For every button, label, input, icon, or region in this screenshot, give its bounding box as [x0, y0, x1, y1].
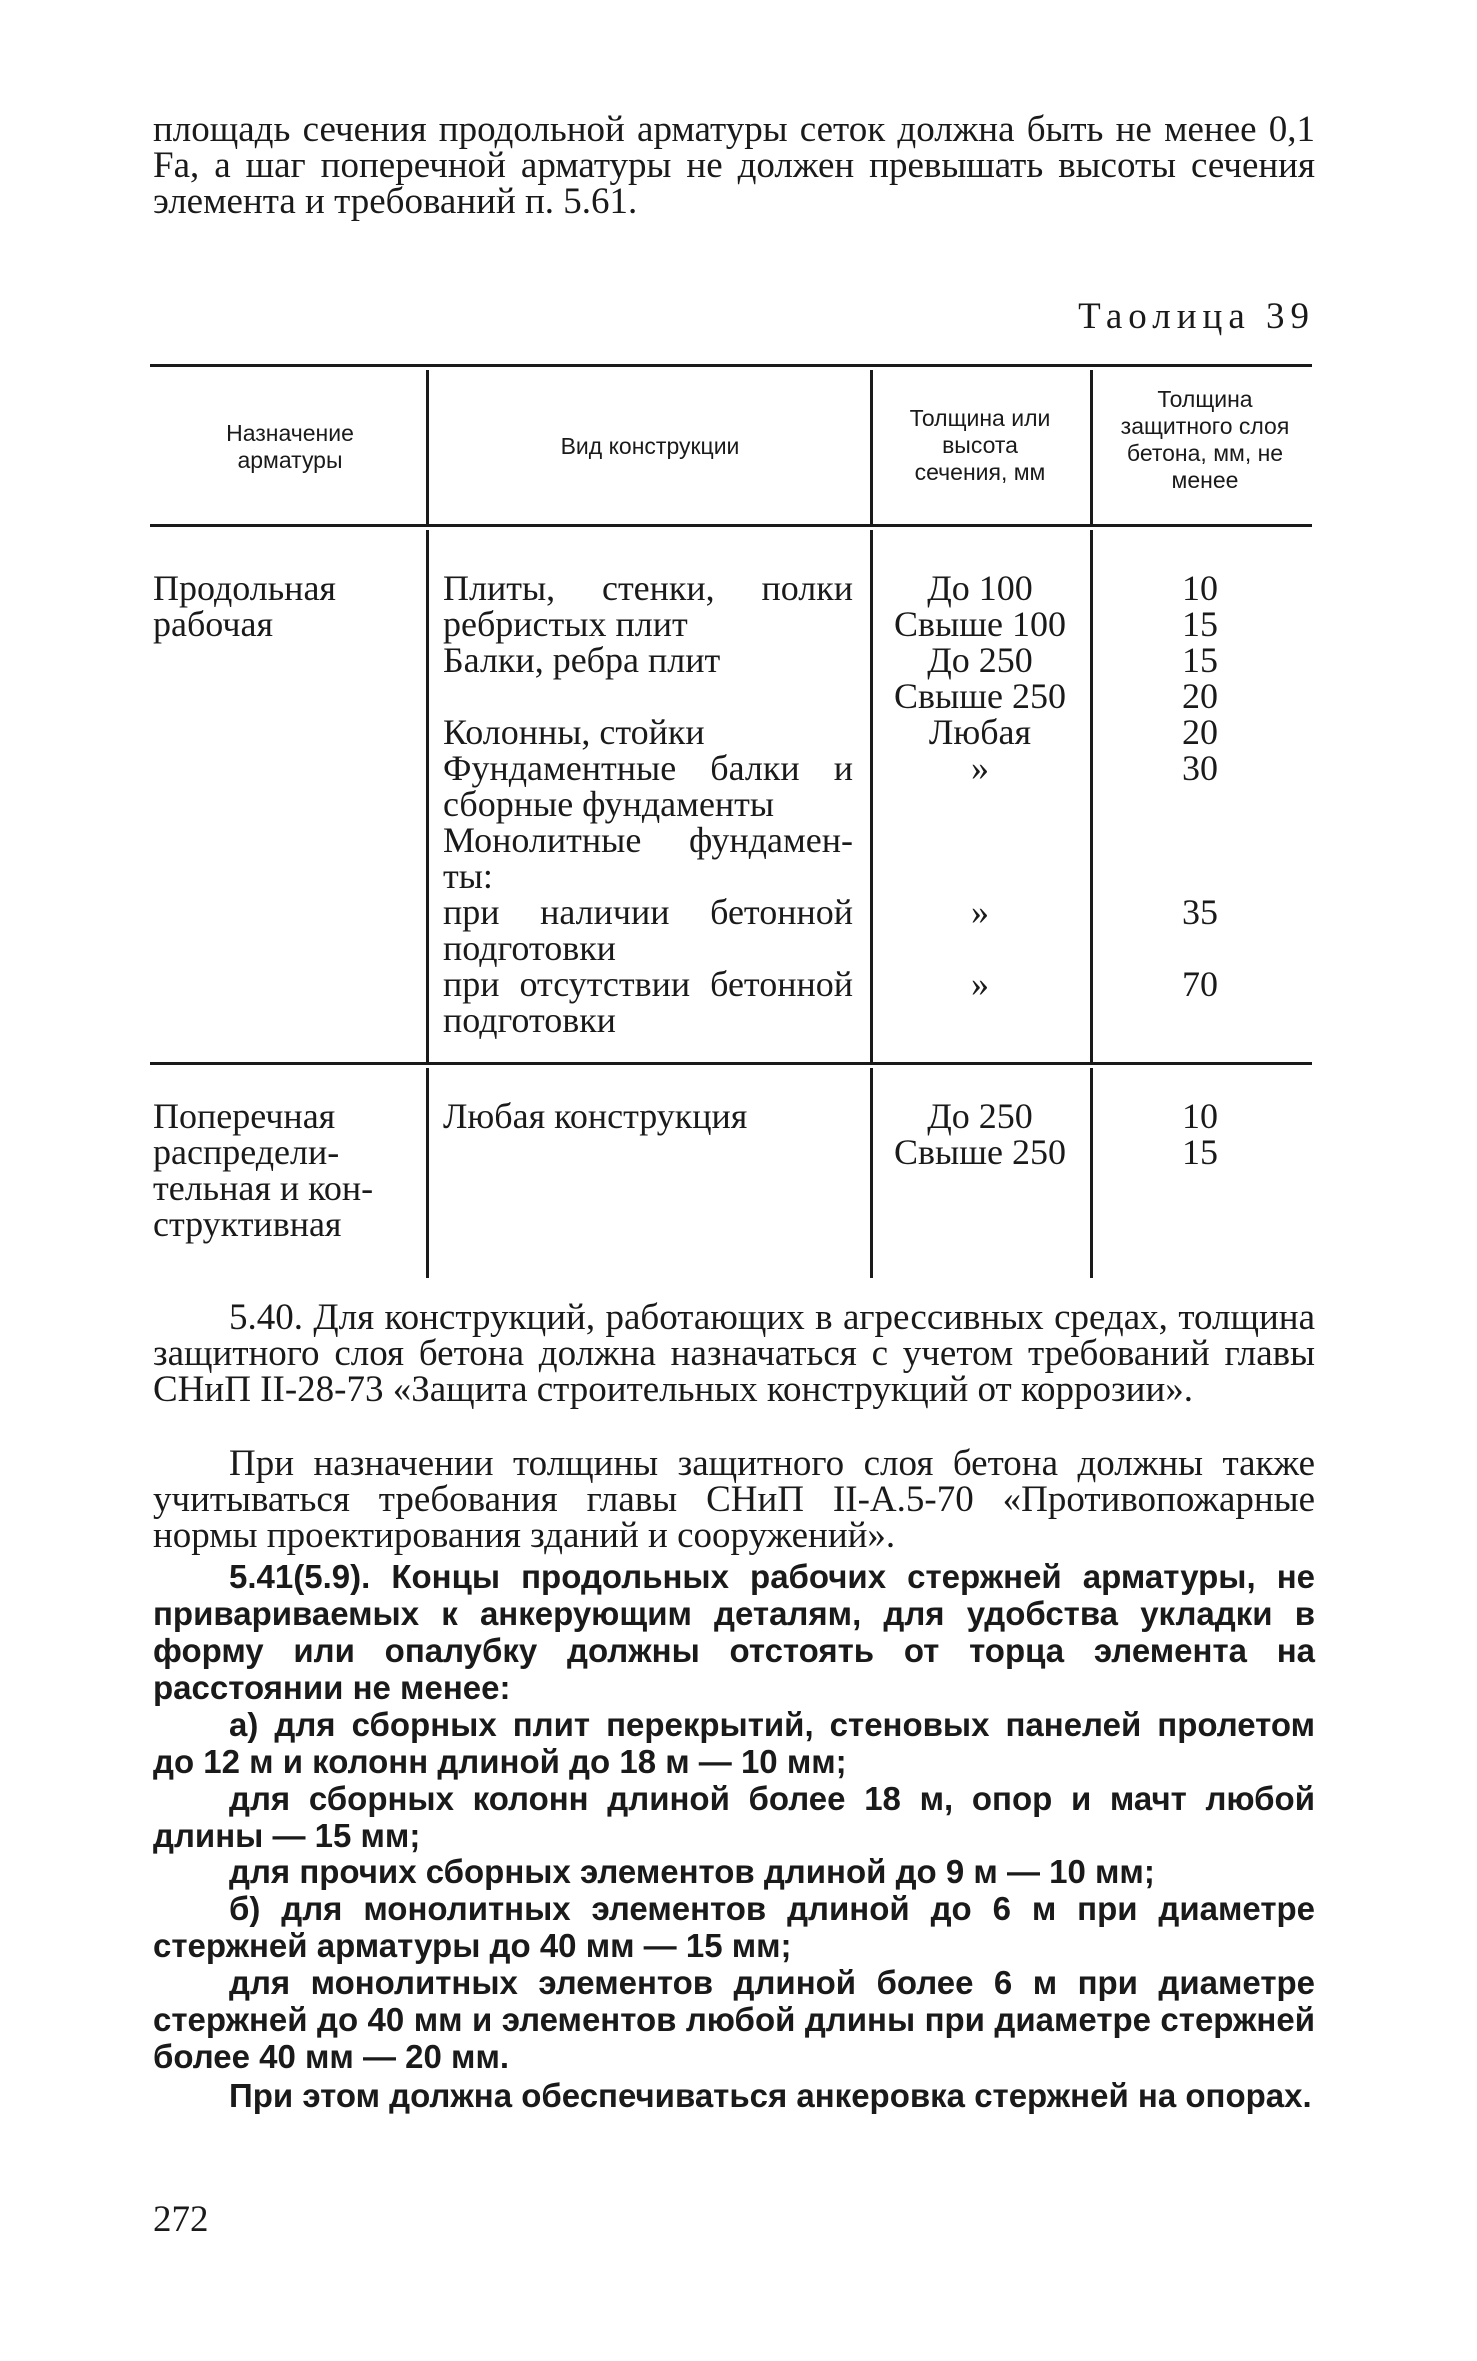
row2-purpose-line: тельная и кон- — [153, 1168, 374, 1208]
table-col-divider-1 — [426, 370, 429, 525]
cover-value: 15 — [1182, 640, 1218, 680]
construction-line: Любая конструкция — [443, 1096, 748, 1136]
item-a-other: для прочих сборных элементов длиной до 9 м — 10 мм; — [229, 1853, 1155, 1890]
construction-line: ребристых плит — [443, 604, 688, 644]
thickness-value: Свыше 250 — [894, 676, 1066, 716]
cover-value: 20 — [1182, 712, 1218, 752]
table-col-divider-2 — [870, 370, 873, 525]
construction-line: подготовки — [443, 928, 616, 968]
paragraph-fire-norms: При назначении толщины защитного слоя бетона должны также учитываться требования главы СНиП II-А.5-70 «Противопожарные нормы проектирования зданий и сооружений». — [153, 1443, 1315, 1556]
closing-paragraph: При этом должна обеспечиваться анкеровка стержней на опорах. — [229, 2077, 1312, 2114]
thickness-value — [880, 858, 1080, 894]
row1-purpose-line: Продольная — [153, 568, 336, 608]
table-col-divider-1b — [426, 530, 429, 1063]
thickness-value — [880, 822, 1080, 858]
construction-line: при наличии бетонной — [443, 892, 853, 932]
item-a-columns: для сборных колонн длиной более 18 м, опор и мачт любой длины — 15 мм; — [153, 1780, 1315, 1854]
table-col-divider-2c — [870, 1068, 873, 1278]
table-col-divider-3 — [1090, 370, 1093, 525]
row2-purpose-line: распредели- — [153, 1132, 340, 1172]
construction-line: сборные фундаменты — [443, 784, 775, 824]
page-number: 272 — [153, 2199, 209, 2240]
construction-line: ты: — [443, 856, 493, 896]
section-5-40: 5.40. Для конструкций, работающих в агрессивных средах, толщина защитного слоя бетона должна назначаться с учетом требований главы СНиП II-28-73 «Защита строительных конструкций от коррозии». — [153, 1297, 1315, 1410]
thickness-value: » — [971, 748, 989, 788]
row1-thickness — [880, 570, 1080, 1038]
table-row-rule — [150, 1062, 1312, 1065]
section-5-41: 5.41(5.9). Концы продольных рабочих стержней арматуры, не привариваемых к анкерующим деталям, для удобства укладки в форму или опалубку должны отстоять от торца элемента на расстоянии не менее: — [153, 1558, 1315, 1706]
row2-construction — [443, 1098, 853, 1134]
cover-value: 35 — [1182, 892, 1218, 932]
cover-value — [1100, 1002, 1300, 1038]
thickness-value: До 250 — [927, 1096, 1033, 1136]
thickness-value: Свыше 250 — [894, 1132, 1066, 1172]
item-b: б) для монолитных элементов длиной до 6 м при диаметре стержней арматуры до 40 мм — 15 мм; — [153, 1890, 1315, 1964]
row1-cover — [1100, 570, 1300, 1038]
table-header-thickness: Толщина или высота сечения, мм — [909, 405, 1051, 485]
thickness-value: » — [971, 892, 989, 932]
row2-thickness — [880, 1098, 1080, 1170]
row2-purpose-line: структивная — [153, 1204, 342, 1244]
cover-value: 30 — [1182, 748, 1218, 788]
construction-line: Фундаментные балки и — [443, 748, 853, 788]
row2-purpose — [153, 1098, 423, 1242]
table-col-divider-2b — [870, 530, 873, 1063]
row1-purpose — [153, 570, 413, 642]
row1-construction — [443, 570, 853, 1038]
table-header-construction: Вид конструкции — [560, 433, 740, 459]
thickness-value: Свыше 100 — [894, 604, 1066, 644]
construction-line: подготовки — [443, 1000, 616, 1040]
cover-value: 70 — [1182, 964, 1218, 1004]
row2-purpose-line: Поперечная — [153, 1096, 336, 1136]
table-col-divider-3b — [1090, 530, 1093, 1063]
intro-paragraph: площадь сечения продольной арматуры сеток должна быть не менее 0,1 Fa, а шаг поперечной арматуры не должен превышать высоты сечения элемента и требований п. 5.61. — [153, 109, 1315, 222]
cover-value: 10 — [1182, 1096, 1218, 1136]
thickness-value: До 250 — [927, 640, 1033, 680]
cover-value — [1100, 930, 1300, 966]
item-a: а) для сборных плит перекрытий, стеновых панелей пролетом до 12 м и колонн длиной до 18 м — 10 мм; — [153, 1706, 1315, 1780]
table-caption: Таолица 39 — [1078, 296, 1315, 337]
row2-cover — [1100, 1098, 1300, 1170]
table-top-rule — [150, 364, 1312, 367]
cover-value: 15 — [1182, 1132, 1218, 1172]
table-header-purpose: Назначение арматуры — [226, 420, 354, 473]
table-header-rule — [150, 524, 1312, 527]
construction-line — [443, 678, 853, 714]
construction-line: Плиты, стенки, полки — [443, 568, 853, 608]
thickness-value — [880, 786, 1080, 822]
cover-value: 15 — [1182, 604, 1218, 644]
item-b-monolithic: для монолитных элементов длиной более 6 м при диаметре стержней до 40 мм и элементов любой длины при диаметре стержней более 40 мм — 20 мм. — [153, 1964, 1315, 2075]
row1-purpose-line: рабочая — [153, 604, 274, 644]
cover-value — [1100, 786, 1300, 822]
construction-line: Монолитные фундамен- — [443, 820, 853, 860]
cover-value: 20 — [1182, 676, 1218, 716]
table-col-divider-3c — [1090, 1068, 1093, 1278]
thickness-value — [880, 930, 1080, 966]
thickness-value: Любая — [928, 712, 1032, 752]
cover-value: 10 — [1182, 568, 1218, 608]
thickness-value: До 100 — [927, 568, 1033, 608]
construction-line: Колонны, стойки — [443, 712, 705, 752]
thickness-value: » — [971, 964, 989, 1004]
cover-value — [1100, 858, 1300, 894]
construction-line: Балки, ребра плит — [443, 640, 721, 680]
cover-value — [1100, 822, 1300, 858]
table-header-cover: Толщина защитного слоя бетона, мм, не менее — [1120, 386, 1290, 493]
table-col-divider-1c — [426, 1068, 429, 1278]
thickness-value — [880, 1002, 1080, 1038]
construction-line: при отсутствии бетонной — [443, 964, 853, 1004]
